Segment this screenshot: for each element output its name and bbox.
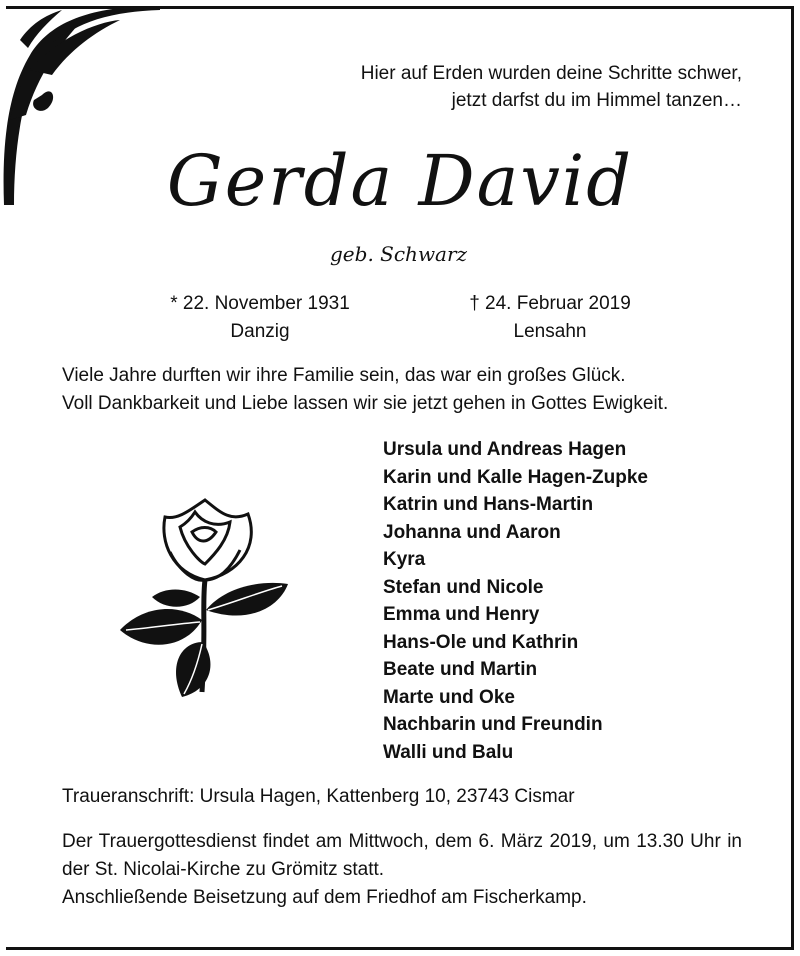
verse-line-1: Hier auf Erden wurden deine Schritte schwer,	[360, 63, 742, 84]
death-info	[440, 290, 660, 346]
list-item: Kyra	[383, 549, 426, 570]
list-item: Emma und Henry	[383, 604, 540, 625]
birth-place: Danzig	[230, 321, 290, 342]
service-line-1: Der Trauergottesdienst findet am Mittwoch, dem 6. März 2019, um 13.30 Uhr in der St. Nicolai-Kirche zu Grömitz statt.	[62, 831, 742, 880]
list-item: Johanna und Aaron	[383, 521, 561, 543]
mourners-list	[383, 436, 648, 766]
list-item: Katrin und Hans-Martin	[383, 494, 594, 515]
birth-info	[150, 290, 370, 346]
verse-line-2: jetzt darfst du im Himmel tanzen…	[451, 90, 742, 111]
list-item: Beate und Martin	[383, 659, 538, 680]
death-date: † 24. Februar 2019	[469, 293, 631, 314]
deceased-name: Gerda David	[166, 140, 634, 222]
service-line-2: Anschließende Beisetzung auf dem Friedhof am Fischerkamp.	[62, 887, 587, 908]
list-item: Ursula und Andreas Hagen	[383, 439, 627, 460]
rose-icon	[110, 492, 300, 707]
verse	[361, 60, 742, 114]
list-item: Stefan und Nicole	[383, 576, 544, 598]
message-line-1: Viele Jahre durften wir ihre Familie sein, das war ein großes Glück.	[62, 365, 626, 386]
list-item: Hans-Ole und Kathrin	[383, 631, 579, 653]
condolence-address: Traueranschrift: Ursula Hagen, Kattenberg 10, 23743 Cismar	[62, 786, 575, 807]
list-item: Marte und Oke	[383, 686, 515, 708]
list-item: Karin und Kalle Hagen-Zupke	[383, 466, 648, 488]
maiden-name: geb. Schwarz	[330, 242, 468, 266]
list-item: Nachbarin und Freundin	[383, 714, 603, 735]
farewell-message	[62, 362, 668, 418]
message-line-2: Voll Dankbarkeit und Liebe lassen wir sie jetzt gehen in Gottes Ewigkeit.	[62, 393, 669, 414]
death-place: Lensahn	[513, 321, 587, 342]
service-info	[62, 828, 742, 912]
birth-date: * 22. November 1931	[170, 293, 350, 314]
list-item: Walli und Balu	[383, 741, 514, 763]
